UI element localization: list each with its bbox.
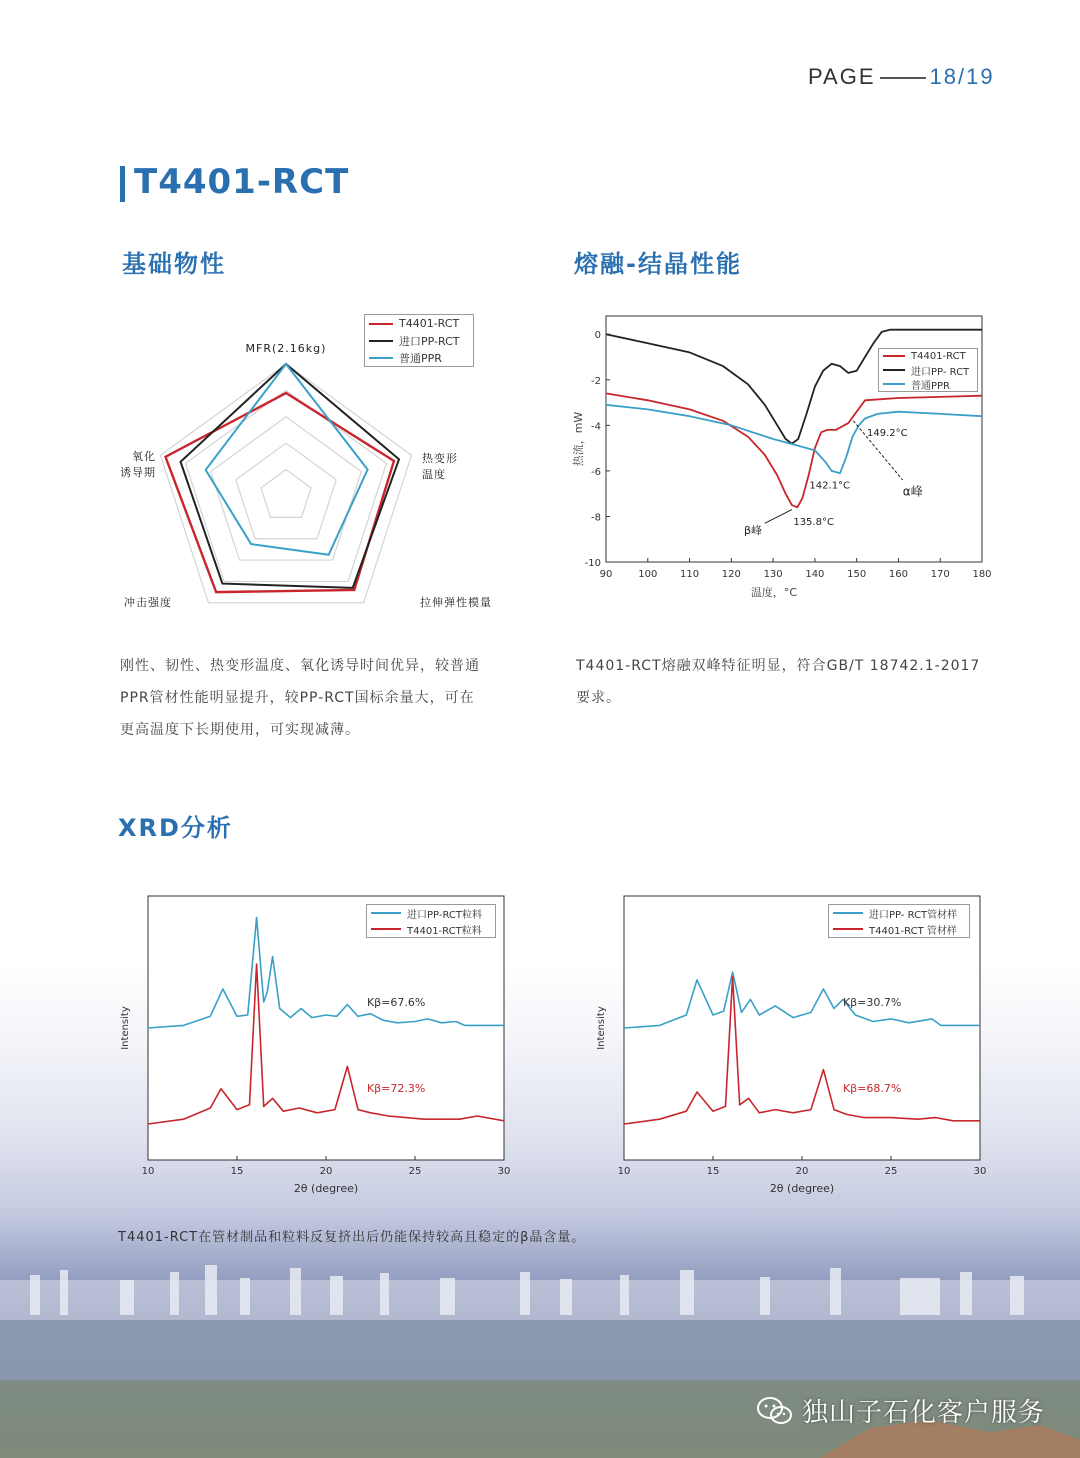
page-number-value: 18/19 [929, 64, 995, 89]
x-tick-label: 110 [680, 569, 700, 580]
legend-label: 普通PPR [399, 351, 442, 365]
legend-label: 进口PP-RCT粒料 [407, 909, 482, 921]
legend-item [367, 921, 495, 937]
annotation-135: 135.8°C [793, 517, 834, 528]
page-divider-line [880, 77, 926, 79]
radar-axis-label: 诱导期 [120, 466, 156, 479]
legend-label: 进口PP- RCT管材样 [869, 909, 958, 921]
legend-item [879, 377, 977, 391]
k-beta-label: Kβ=72.3% [366, 1082, 426, 1095]
xrd-legend-pellets [366, 904, 496, 938]
y-axis-label: 热流，mW [572, 411, 585, 467]
x-tick-label: 20 [319, 1166, 333, 1177]
y-tick-label: 0 [594, 330, 601, 342]
legend-item [365, 332, 473, 349]
x-tick-label: 30 [497, 1166, 511, 1177]
dsc-legend [878, 348, 978, 392]
legend-item [365, 315, 473, 332]
annotation-149: 149.2°C [867, 428, 908, 440]
x-tick-label: 130 [763, 569, 783, 580]
xrd-description: T4401-RCT在管材制品和粒料反复挤出后仍能保持较高且稳定的β晶含量。 [118, 1230, 586, 1245]
text-line: PPR管材性能明显提升，较PP-RCT国标余量大，可在 [120, 690, 475, 706]
annotation-142: 142.1°C [809, 480, 851, 492]
x-tick-label: 15 [706, 1166, 720, 1177]
legend-swatch [883, 369, 905, 371]
annotation-beta-peak: β峰 [744, 524, 763, 538]
x-axis-label: 温度，°C [750, 586, 798, 599]
radar-axis-label: 冲击强度 [124, 596, 172, 609]
y-axis-label: Intensity [596, 1006, 607, 1050]
radar-grid-ring [160, 364, 411, 603]
text-line: 要求。 [576, 690, 621, 706]
legend-label: 进口PP- RCT [911, 366, 970, 378]
legend-item [879, 363, 977, 377]
k-beta-label: Kβ=67.6% [366, 996, 426, 1009]
legend-item [829, 921, 969, 937]
x-tick-label: 100 [638, 569, 658, 580]
radar-axis-label: 热变形 [422, 452, 458, 465]
k-beta-label: Kβ=30.7% [842, 996, 902, 1009]
y-tick-label: -4 [591, 421, 601, 433]
text-line: 刚性、韧性、热变形温度、氧化诱导时间优异，较普通 [120, 658, 480, 674]
x-axis-label: 2θ (degree) [293, 1182, 359, 1195]
legend-label: T4401-RCT 管材样 [869, 925, 957, 937]
x-tick-label: 120 [721, 569, 741, 580]
legend-swatch [883, 383, 905, 385]
legend-label: T4401-RCT [399, 317, 460, 330]
title-accent-bar [120, 166, 125, 202]
watermark-text: 独山子石化客户服务 [802, 1398, 1046, 1428]
x-tick-label: 170 [930, 569, 950, 580]
legend-label: 普通PPR [911, 380, 951, 392]
heading-basic-properties: 基础物性 [122, 250, 226, 278]
x-tick-label: 25 [408, 1166, 422, 1177]
k-beta-label: Kβ=68.7% [842, 1082, 902, 1095]
y-tick-label: -2 [591, 375, 601, 387]
radar-axis-label: MFR(2.16kg) [245, 342, 327, 355]
legend-item [879, 349, 977, 363]
legend-swatch [371, 928, 401, 930]
dsc-melting-chart [560, 300, 1000, 610]
x-tick-label: 20 [795, 1166, 809, 1177]
y-tick-label: -10 [584, 558, 601, 569]
page-number [808, 64, 995, 90]
x-tick-label: 160 [888, 569, 908, 580]
legend-label: 进口PP-RCT [399, 334, 460, 348]
x-tick-label: 15 [230, 1166, 244, 1177]
watermark [756, 1392, 1045, 1429]
page-title: T4401-RCT [134, 162, 350, 202]
radar-series-0 [165, 393, 393, 592]
y-axis-label: Intensity [120, 1006, 131, 1050]
x-tick-label: 180 [972, 569, 992, 580]
x-tick-label: 150 [847, 569, 867, 580]
legend-swatch [369, 340, 393, 342]
legend-label: T4401-RCT [911, 350, 966, 362]
y-tick-label: -6 [591, 466, 601, 478]
x-tick-label: 25 [884, 1166, 898, 1177]
legend-item [365, 349, 473, 366]
legend-swatch [833, 928, 863, 930]
basic-properties-description [120, 650, 520, 746]
legend-item [367, 905, 495, 921]
radar-axis-label: 氧化 [132, 450, 156, 463]
radar-grid-ring [236, 443, 336, 539]
x-tick-label: 10 [617, 1166, 631, 1177]
radar-axis-label: 拉伸弹性模量 [420, 596, 492, 609]
xrd-legend-pipes [828, 904, 970, 938]
x-tick-label: 140 [805, 569, 825, 580]
text-line: 更高温度下长期使用，可实现减薄。 [120, 722, 360, 738]
text-line: T4401-RCT熔融双峰特征明显，符合GB/T 18742.1-2017 [576, 658, 981, 674]
legend-swatch [369, 357, 393, 359]
legend-item [829, 905, 969, 921]
x-axis-label: 2θ (degree) [769, 1182, 835, 1195]
annotation-alpha-peak: α峰 [902, 484, 923, 499]
wechat-icon [756, 1396, 794, 1426]
melt-description [576, 650, 1016, 714]
legend-label: T4401-RCT粒料 [407, 925, 482, 937]
radar-axis-label: 温度 [422, 468, 446, 481]
y-tick-label: -8 [591, 512, 601, 524]
page-label: PAGE [808, 64, 876, 89]
legend-swatch [883, 355, 905, 357]
heading-melt-crystallization: 熔融-结晶性能 [574, 250, 742, 278]
heading-xrd-analysis: XRD分析 [118, 814, 233, 842]
x-tick-label: 10 [141, 1166, 155, 1177]
x-tick-label: 30 [973, 1166, 987, 1177]
legend-swatch [371, 912, 401, 914]
legend-swatch [369, 323, 393, 325]
radar-grid-ring [261, 470, 311, 518]
radar-legend [364, 314, 474, 367]
x-tick-label: 90 [599, 569, 613, 580]
legend-swatch [833, 912, 863, 914]
